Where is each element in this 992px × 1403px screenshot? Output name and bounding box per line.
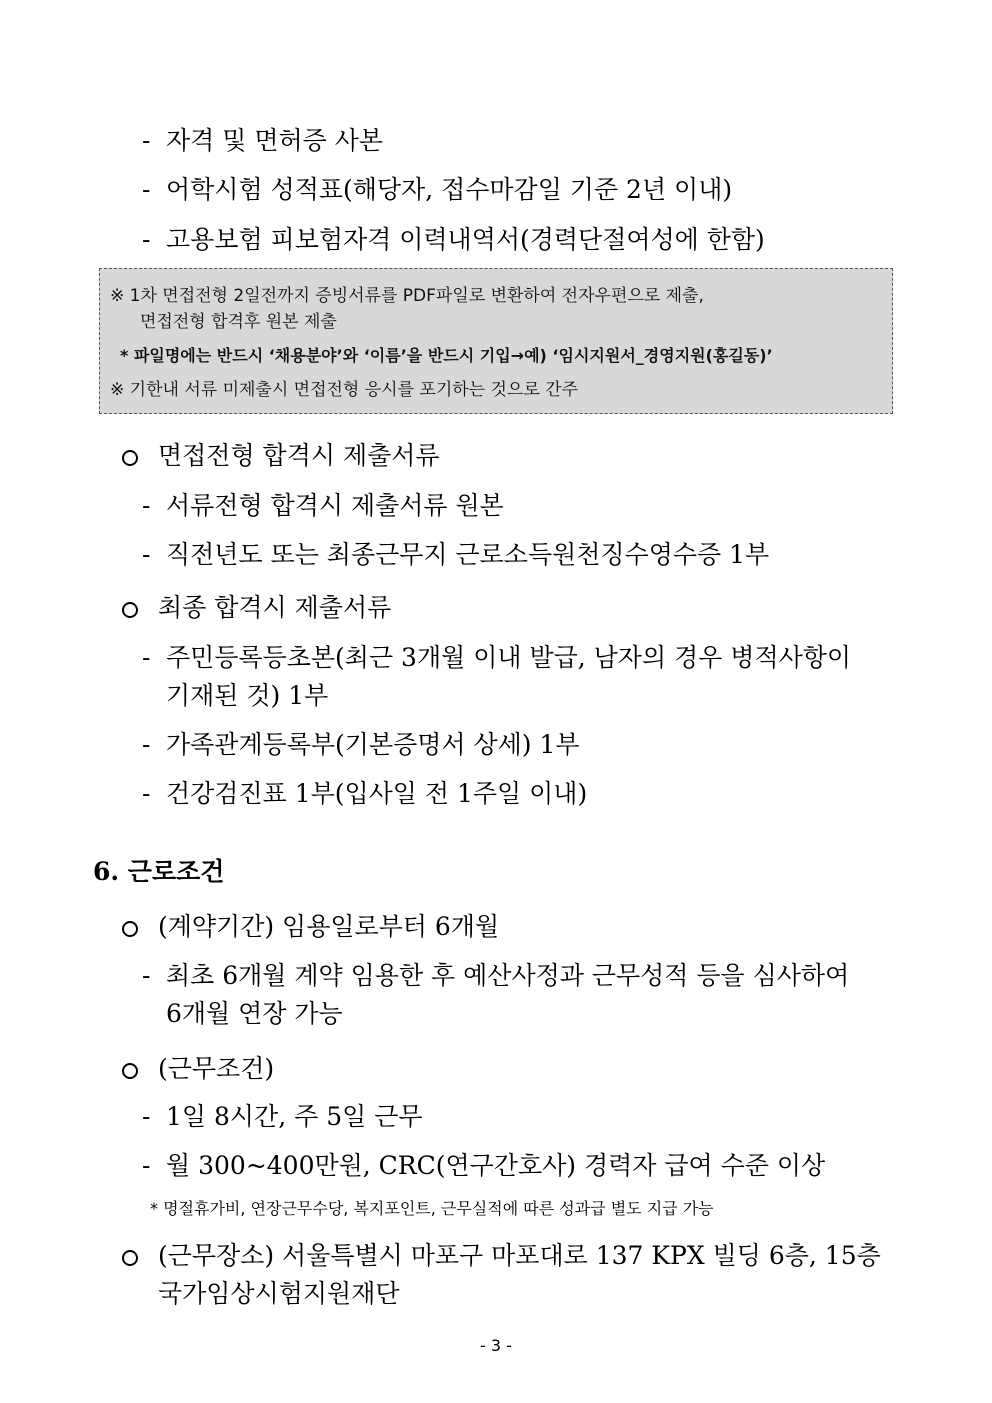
dash-marker: - [142, 961, 151, 990]
dash-marker: - [142, 491, 151, 520]
dash-marker: - [142, 540, 151, 569]
note-line: ※ 1차 면접전형 2일전까지 증빙서류를 PDF파일로 변환하여 전자우편으로 제출, [110, 286, 704, 306]
dash-marker: - [142, 730, 151, 759]
dash-marker: - [142, 779, 151, 808]
dash-marker: - [142, 1151, 151, 1180]
dash-marker: - [142, 643, 151, 672]
circle-bullet-icon [122, 602, 138, 618]
section-text: 국가임상시험지원재단 [158, 1279, 400, 1308]
circle-bullet-icon [122, 921, 138, 937]
footnote: * 명절휴가비, 연장근무수당, 복지포인트, 근무실적에 따른 성과급 별도 지급 가능 [150, 1199, 714, 1218]
section-heading: 6. 근로조건 [93, 857, 225, 886]
item-text: 기재된 것) 1부 [166, 681, 329, 710]
dash-marker: - [142, 126, 151, 155]
note-box [99, 268, 893, 414]
note-line-bold: * 파일명에는 반드시 ‘채용분야’와 ‘이름’을 반드시 기입→예) ‘임시지원서_경영지원(홍길동)’ [120, 346, 773, 365]
circle-bullet-icon [122, 1250, 138, 1266]
item-text: 1일 8시간, 주 5일 근무 [166, 1102, 423, 1131]
note-line: 면접전형 합격후 원본 제출 [140, 312, 337, 332]
circle-bullet-icon [122, 450, 138, 466]
section-title: 면접전형 합격시 제출서류 [158, 441, 440, 470]
item-text: 어학시험 성적표(해당자, 접수마감일 기준 2년 이내) [166, 175, 733, 204]
item-text: 고용보험 피보험자격 이력내역서(경력단절여성에 한함) [166, 225, 765, 254]
section-title: 최종 합격시 제출서류 [158, 593, 392, 622]
circle-bullet-icon [122, 1063, 138, 1079]
section-title: (근무조건) [158, 1054, 275, 1083]
item-text: 최초 6개월 계약 임용한 후 예산사정과 근무성적 등을 심사하여 [166, 961, 850, 990]
item-text: 6개월 연장 가능 [166, 999, 343, 1028]
item-text: 건강검진표 1부(입사일 전 1주일 이내) [166, 779, 588, 808]
section-title: (근무장소) 서울특별시 마포구 마포대로 137 KPX 빌딩 6층, 15층 [158, 1241, 881, 1270]
item-text: 자격 및 면허증 사본 [166, 126, 384, 155]
section-title: (계약기간) 임용일로부터 6개월 [158, 912, 500, 941]
item-text: 주민등록등초본(최근 3개월 이내 발급, 남자의 경우 병적사항이 [166, 643, 852, 672]
item-text: 직전년도 또는 최종근무지 근로소득원천징수영수증 1부 [166, 540, 770, 569]
dash-marker: - [142, 225, 151, 254]
dash-marker: - [142, 175, 151, 204]
page-number: - 3 - [480, 1336, 512, 1355]
note-line: ※ 기한내 서류 미제출시 면접전형 응시를 포기하는 것으로 간주 [110, 380, 579, 400]
item-text: 가족관계등록부(기본증명서 상세) 1부 [166, 730, 580, 759]
item-text: 서류전형 합격시 제출서류 원본 [166, 491, 504, 520]
dash-marker: - [142, 1102, 151, 1131]
item-text: 월 300~400만원, CRC(연구간호사) 경력자 급여 수준 이상 [166, 1151, 826, 1180]
